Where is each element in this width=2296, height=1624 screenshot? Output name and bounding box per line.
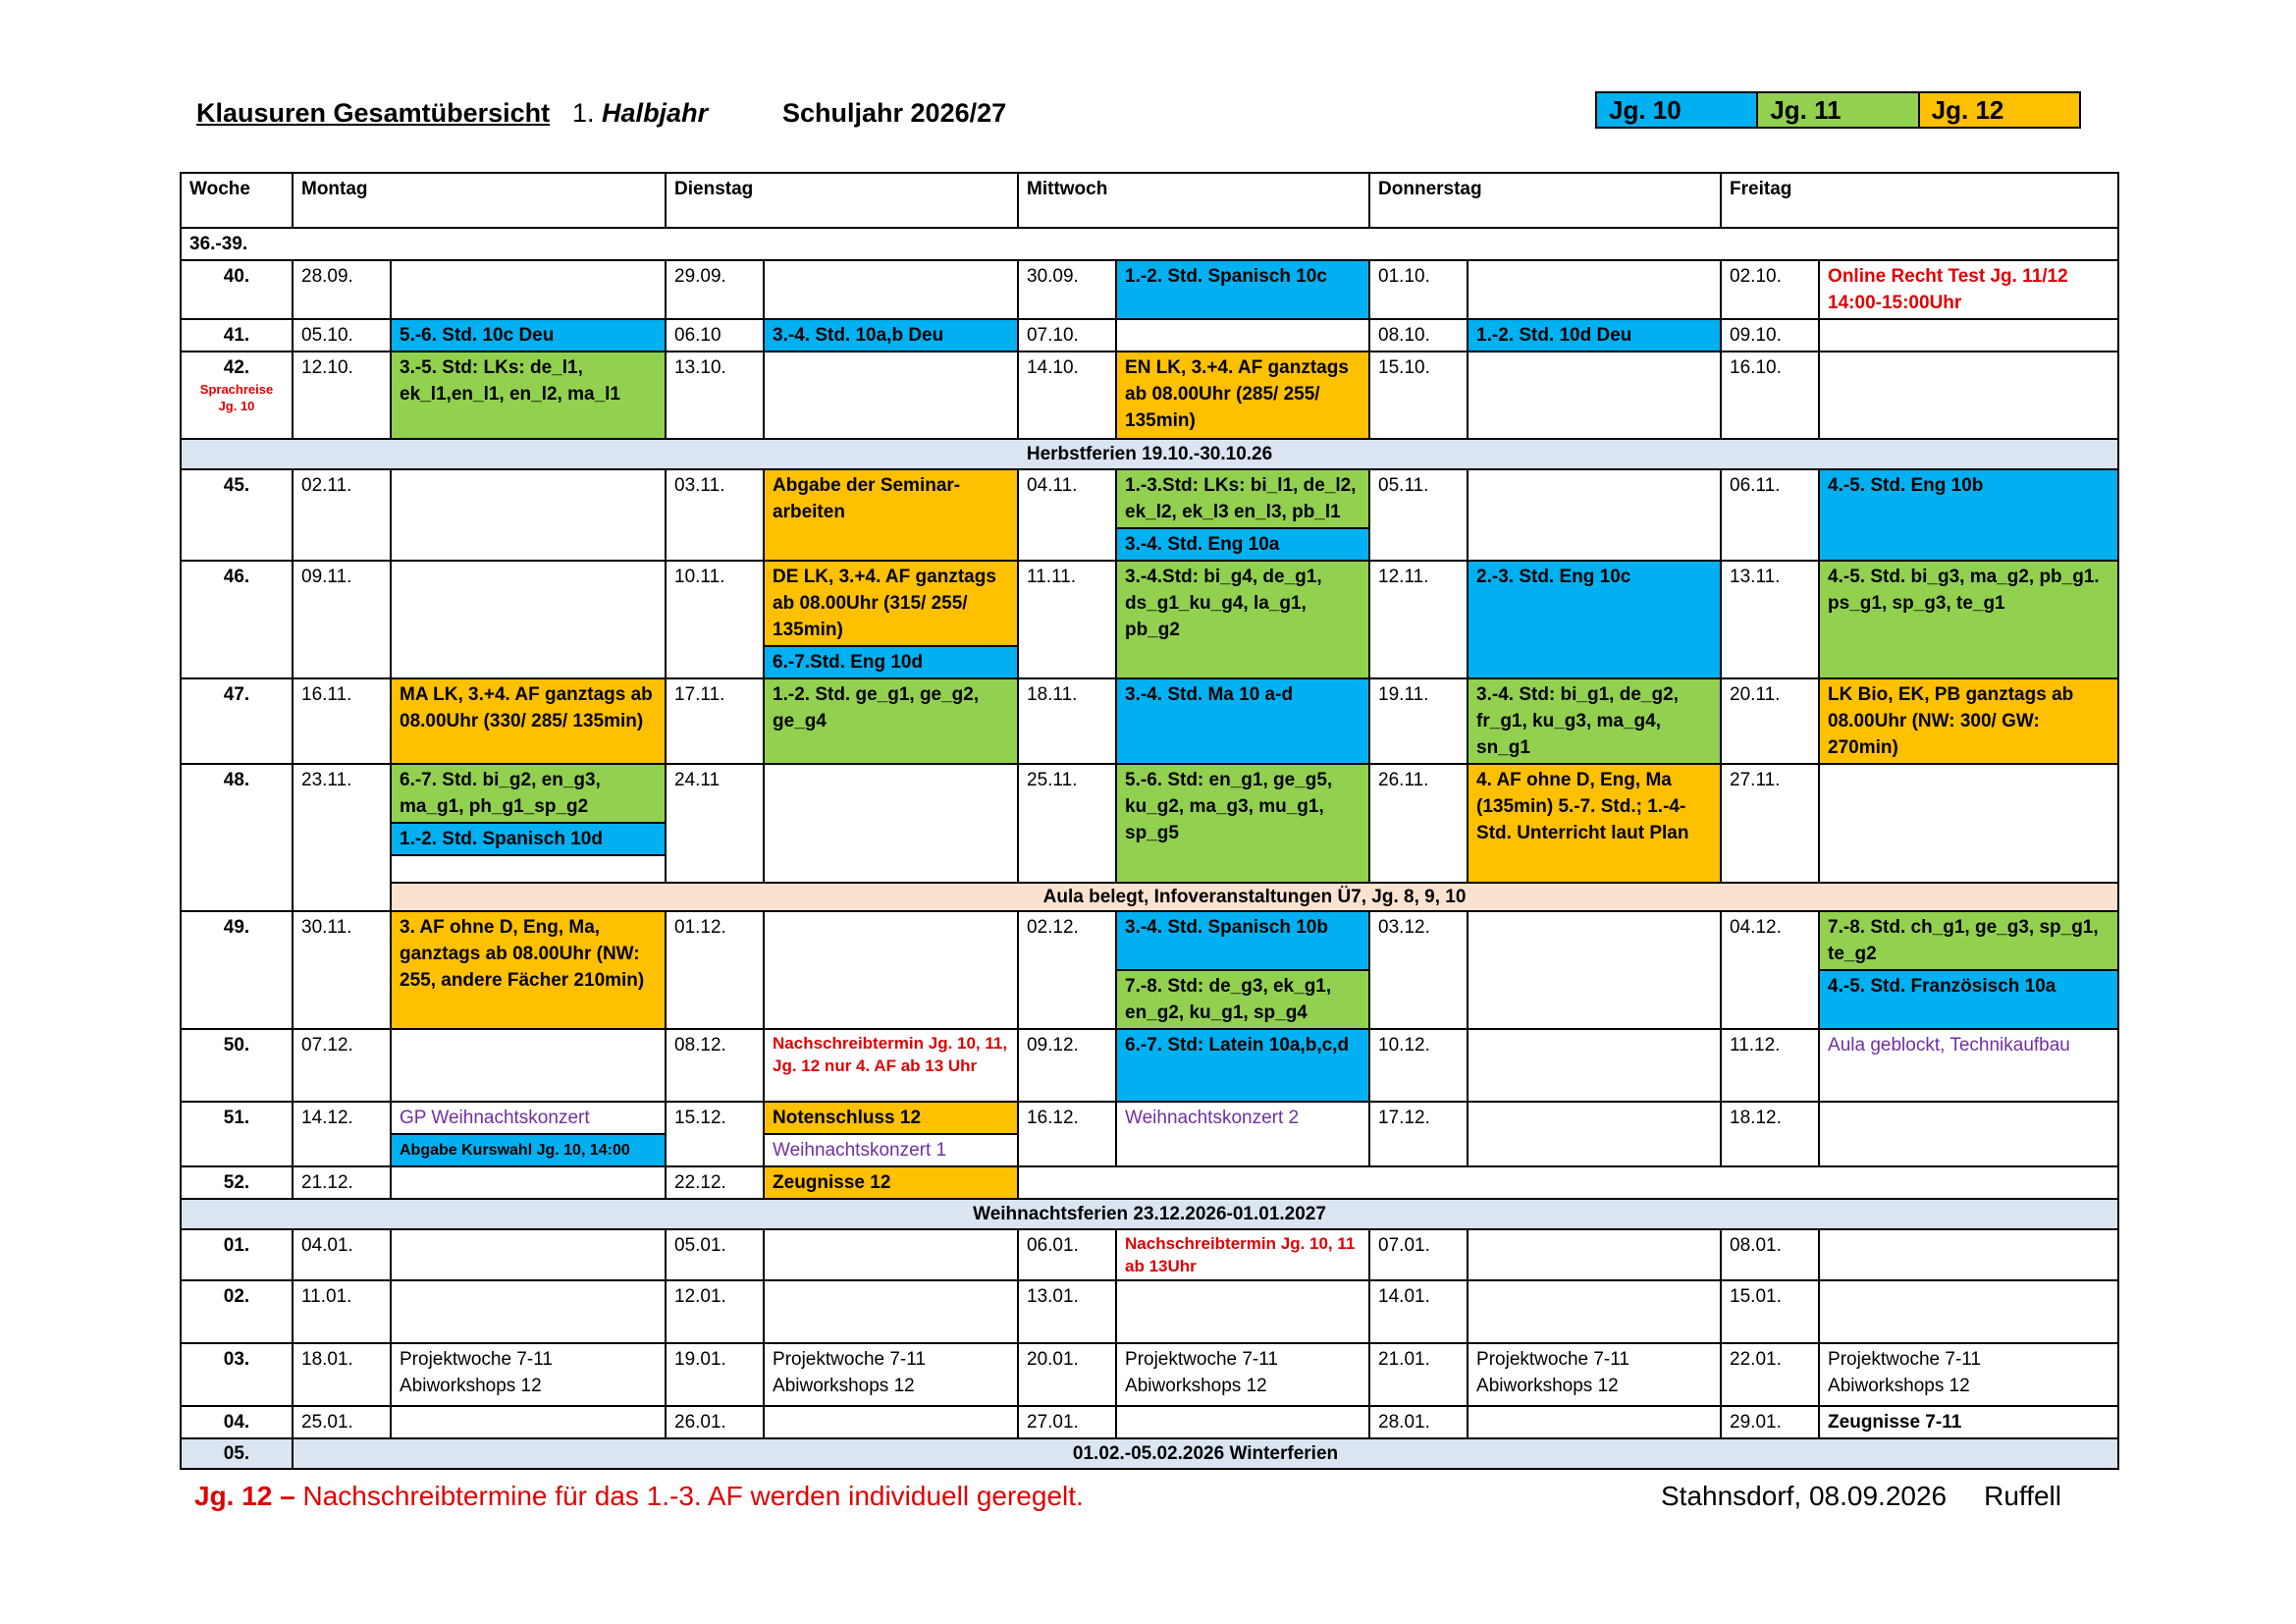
date: 04.11. — [1018, 469, 1116, 561]
event-cell — [1116, 319, 1369, 352]
date: 25.11. — [1018, 764, 1116, 883]
event-cell — [1819, 1280, 2118, 1343]
legend-jg11: Jg. 11 — [1758, 93, 1919, 127]
exam-cell: 6.-7.Std. Eng 10d — [764, 646, 1018, 678]
project-week-cell: Projektwoche 7-11 Abiworkshops 12 — [764, 1343, 1018, 1406]
week-row — [181, 764, 2118, 823]
date: 27.11. — [1721, 764, 1819, 883]
event-cell — [764, 1280, 1018, 1343]
week-number: 50. — [181, 1029, 293, 1102]
event-cell — [391, 1280, 666, 1343]
exam-cell: 3.-4. Std. Spanisch 10b — [1116, 911, 1369, 970]
date: 12.11. — [1369, 561, 1468, 678]
exam-cell: 6.-7. Std: Latein 10a,b,c,d — [1116, 1029, 1369, 1102]
date: 23.11. — [293, 764, 391, 911]
week-row — [181, 228, 2118, 260]
exam-cell: Notenschluss 12 — [764, 1102, 1018, 1134]
date: 09.11. — [293, 561, 391, 678]
col-header-tuesday: Dienstag — [666, 173, 1018, 228]
week-row — [181, 319, 2118, 352]
date: 14.01. — [1369, 1280, 1468, 1343]
makeup-exam-cell: Nachschreibtermin Jg. 10, 11, Jg. 12 nur 4. AF ab 13 Uhr — [764, 1029, 1018, 1102]
event-cell: Aula geblockt, Technikaufbau — [1819, 1029, 2118, 1102]
date: 03.11. — [666, 469, 764, 561]
event-cell — [1116, 1280, 1369, 1343]
date: 11.12. — [1721, 1029, 1819, 1102]
date: 11.11. — [1018, 561, 1116, 678]
event-cell — [391, 469, 666, 561]
week-row — [181, 1102, 2118, 1134]
date: 26.01. — [666, 1406, 764, 1438]
event-cell — [1468, 911, 1721, 1029]
exam-cell: 1.-2. Std. 10d Deu — [1468, 319, 1721, 352]
date: 18.11. — [1018, 678, 1116, 764]
date: 15.10. — [1369, 352, 1468, 439]
page-title: Klausuren Gesamtübersicht — [196, 98, 551, 128]
exam-cell: 3.-4. Std. Ma 10 a-d — [1116, 678, 1369, 764]
date: 26.11. — [1369, 764, 1468, 883]
year-legend — [1595, 91, 2081, 129]
event-cell — [1468, 1406, 1721, 1438]
week-number: 04. — [181, 1406, 293, 1438]
date: 12.01. — [666, 1280, 764, 1343]
event-cell — [1468, 1029, 1721, 1102]
date: 30.11. — [293, 911, 391, 1029]
exam-cell: DE LK, 3.+4. AF ganztags ab 08.00Uhr (315/ 255/ 135min) — [764, 561, 1018, 646]
date: 07.10. — [1018, 319, 1116, 352]
week-number: 41. — [181, 319, 293, 352]
date: 21.12. — [293, 1166, 391, 1199]
event-cell — [764, 260, 1018, 319]
trip-note: Sprachreise Jg. 10 — [199, 382, 274, 413]
school-year: Schuljahr 2026/27 — [782, 98, 1007, 128]
date: 03.12. — [1369, 911, 1468, 1029]
exam-cell: 1.-3.Std: LKs: bi_l1, de_l2, ek_l2, ek_l3 en_l3, pb_l1 — [1116, 469, 1369, 528]
date: 09.12. — [1018, 1029, 1116, 1102]
event-cell — [391, 1229, 666, 1280]
event-cell — [1819, 1229, 2118, 1280]
date: 07.12. — [293, 1029, 391, 1102]
exam-cell: 4.-5. Std. Eng 10b — [1819, 469, 2118, 561]
date: 18.01. — [293, 1343, 391, 1406]
event-cell — [1819, 1102, 2118, 1166]
date: 24.11 — [666, 764, 764, 883]
date: 10.12. — [1369, 1029, 1468, 1102]
legend-jg10: Jg. 10 — [1597, 93, 1758, 127]
holiday-banner: Weihnachtsferien 23.12.2026-01.01.2027 — [181, 1199, 2118, 1229]
date: 22.01. — [1721, 1343, 1819, 1406]
half-year-label: 1. Halbjahr — [572, 98, 709, 128]
event-cell — [1468, 1229, 1721, 1280]
date: 08.10. — [1369, 319, 1468, 352]
header-row — [181, 173, 2118, 228]
exam-cell: Abgabe der Seminar-arbeiten — [764, 469, 1018, 561]
date: 04.01. — [293, 1229, 391, 1280]
exam-cell: 3.-4.Std: bi_g4, de_g1, ds_g1_ku_g4, la_g1, pb_g2 — [1116, 561, 1369, 678]
date: 05.11. — [1369, 469, 1468, 561]
date: 16.10. — [1721, 352, 1819, 439]
date: 20.01. — [1018, 1343, 1116, 1406]
week-row — [181, 1438, 2118, 1469]
event-cell — [1468, 260, 1721, 319]
week-number: 48. — [181, 764, 293, 911]
event-cell — [764, 1406, 1018, 1438]
exam-cell: 7.-8. Std. ch_g1, ge_g3, sp_g1, te_g2 — [1819, 911, 2118, 970]
week-number: 02. — [181, 1280, 293, 1343]
event-cell: GP Weihnachtskonzert — [391, 1102, 666, 1134]
week-number: 46. — [181, 561, 293, 678]
holiday-banner: 01.02.-05.02.2026 Winterferien — [293, 1438, 2118, 1469]
week-row — [181, 678, 2118, 764]
date: 13.01. — [1018, 1280, 1116, 1343]
exam-cell: 1.-2. Std. Spanisch 10c — [1116, 260, 1369, 319]
date: 05.01. — [666, 1229, 764, 1280]
date: 19.01. — [666, 1343, 764, 1406]
exam-cell: LK Bio, EK, PB ganztags ab 08.00Uhr (NW: 300/ GW: 270min) — [1819, 678, 2118, 764]
event-cell — [1819, 352, 2118, 439]
date: 16.11. — [293, 678, 391, 764]
makeup-exam-cell: Nachschreibtermin Jg. 10, 11 ab 13Uhr — [1116, 1229, 1369, 1280]
date: 21.01. — [1369, 1343, 1468, 1406]
exam-cell: 3.-4. Std. 10a,b Deu — [764, 319, 1018, 352]
date: 06.10 — [666, 319, 764, 352]
week-number: 45. — [181, 469, 293, 561]
event-cell — [764, 911, 1018, 1029]
week-number: 42. Sprachreise Jg. 10 — [181, 352, 293, 439]
date: 05.10. — [293, 319, 391, 352]
exam-cell: Abgabe Kurswahl Jg. 10, 14:00 — [391, 1134, 666, 1166]
col-header-monday: Montag — [293, 173, 666, 228]
date: 08.01. — [1721, 1229, 1819, 1280]
week-number: 51. — [181, 1102, 293, 1166]
exam-schedule — [180, 172, 2117, 1470]
date: 18.12. — [1721, 1102, 1819, 1166]
date: 22.12. — [666, 1166, 764, 1199]
aula-banner: Aula belegt, Infoveranstaltungen Ü7, Jg. 8, 9, 10 — [391, 883, 2118, 911]
week-number: 03. — [181, 1343, 293, 1406]
holiday-row — [181, 439, 2118, 469]
project-week-cell: Projektwoche 7-11 Abiworkshops 12 — [1819, 1343, 2118, 1406]
date: 01.10. — [1369, 260, 1468, 319]
date: 28.09. — [293, 260, 391, 319]
project-week-cell: Projektwoche 7-11 Abiworkshops 12 — [1116, 1343, 1369, 1406]
exam-cell: 3.-4. Std: bi_g1, de_g2, fr_g1, ku_g3, ma_g4, sn_g1 — [1468, 678, 1721, 764]
event-cell — [764, 352, 1018, 439]
event-cell — [764, 764, 1018, 883]
exam-cell: 5.-6. Std: en_g1, ge_g5, ku_g2, ma_g3, mu_g1, sp_g5 — [1116, 764, 1369, 883]
week-number: 49. — [181, 911, 293, 1029]
date: 29.01. — [1721, 1406, 1819, 1438]
date: 17.11. — [666, 678, 764, 764]
week-row — [181, 352, 2118, 439]
week-row — [181, 911, 2118, 970]
date: 19.11. — [1369, 678, 1468, 764]
date: 06.01. — [1018, 1229, 1116, 1280]
week-range: 36.-39. — [181, 228, 2118, 260]
week-number: 47. — [181, 678, 293, 764]
col-header-friday: Freitag — [1721, 173, 2118, 228]
col-header-wednesday: Mittwoch — [1018, 173, 1369, 228]
event-cell — [391, 260, 666, 319]
week-row — [181, 1343, 2118, 1406]
event-cell — [1468, 352, 1721, 439]
week-row — [181, 260, 2118, 319]
date: 14.12. — [293, 1102, 391, 1166]
exam-cell: 1.-2. Std. Spanisch 10d — [391, 823, 666, 855]
event-cell — [391, 1406, 666, 1438]
event-cell — [1468, 1280, 1721, 1343]
event-cell: Weihnachtskonzert 2 — [1116, 1102, 1369, 1166]
date: 15.12. — [666, 1102, 764, 1166]
date: 20.11. — [1721, 678, 1819, 764]
date: 30.09. — [1018, 260, 1116, 319]
date: 29.09. — [666, 260, 764, 319]
date: 01.12. — [666, 911, 764, 1029]
date: 27.01. — [1018, 1406, 1116, 1438]
exam-cell: EN LK, 3.+4. AF ganztags ab 08.00Uhr (285/ 255/ 135min) — [1116, 352, 1369, 439]
col-header-thursday: Donnerstag — [1369, 173, 1721, 228]
event-cell — [1116, 1406, 1369, 1438]
event-cell: Weihnachtskonzert 1 — [764, 1134, 1018, 1166]
date: 04.12. — [1721, 911, 1819, 1029]
week-row — [181, 1280, 2118, 1343]
date: 02.10. — [1721, 260, 1819, 319]
week-row — [181, 1166, 2118, 1199]
exam-cell: 7.-8. Std: de_g3, ek_g1, en_g2, ku_g1, sp_g4 — [1116, 970, 1369, 1029]
exam-cell: 4.-5. Std. bi_g3, ma_g2, pb_g1. ps_g1, sp_g3, te_g1 — [1819, 561, 2118, 678]
event-cell — [1819, 319, 2118, 352]
date: 06.11. — [1721, 469, 1819, 561]
date: 12.10. — [293, 352, 391, 439]
col-header-week: Woche — [181, 173, 293, 228]
date: 25.01. — [293, 1406, 391, 1438]
exam-cell: MA LK, 3.+4. AF ganztags ab 08.00Uhr (330/ 285/ 135min) — [391, 678, 666, 764]
exam-cell: Zeugnisse 12 — [764, 1166, 1018, 1199]
info-row — [181, 883, 2118, 911]
event-cell — [1468, 1102, 1721, 1166]
week-row — [181, 469, 2118, 528]
week-number: 01. — [181, 1229, 293, 1280]
date: 16.12. — [1018, 1102, 1116, 1166]
week-row — [181, 1406, 2118, 1438]
date: 02.11. — [293, 469, 391, 561]
footer-note: Jg. 12 – Nachschreibtermine für das 1.-3. AF werden individuell geregelt. — [194, 1481, 1084, 1511]
week-number: 40. — [181, 260, 293, 319]
event-cell — [1819, 764, 2118, 883]
week-number: 05. — [181, 1438, 293, 1469]
holiday-banner: Herbstferien 19.10.-30.10.26 — [181, 439, 2118, 469]
exam-cell: 3.-5. Std: LKs: de_l1, ek_l1,en_l1, en_l2, ma_l1 — [391, 352, 666, 439]
week-row — [181, 561, 2118, 646]
date: 28.01. — [1369, 1406, 1468, 1438]
date: 02.12. — [1018, 911, 1116, 1029]
date: 14.10. — [1018, 352, 1116, 439]
event-cell — [391, 855, 666, 883]
event-cell: Zeugnisse 7-11 — [1819, 1406, 2118, 1438]
week-number: 52. — [181, 1166, 293, 1199]
footer-signature: Stahnsdorf, 08.09.2026 Ruffell — [1661, 1481, 2061, 1511]
exam-cell: 2.-3. Std. Eng 10c — [1468, 561, 1721, 678]
date: 13.10. — [666, 352, 764, 439]
exam-cell: 1.-2. Std. ge_g1, ge_g2, ge_g4 — [764, 678, 1018, 764]
week-row — [181, 1229, 2118, 1280]
date: 07.01. — [1369, 1229, 1468, 1280]
event-cell — [391, 1166, 666, 1199]
date: 10.11. — [666, 561, 764, 678]
event-cell — [764, 1229, 1018, 1280]
exam-cell: 5.-6. Std. 10c Deu — [391, 319, 666, 352]
legend-jg12: Jg. 12 — [1920, 93, 2079, 127]
date: 15.01. — [1721, 1280, 1819, 1343]
date: 17.12. — [1369, 1102, 1468, 1166]
event-cell — [391, 561, 666, 678]
exam-cell: 4.-5. Std. Französisch 10a — [1819, 970, 2118, 1029]
project-week-cell: Projektwoche 7-11 Abiworkshops 12 — [391, 1343, 666, 1406]
exam-cell: 6.-7. Std. bi_g2, en_g3, ma_g1, ph_g1_sp_g2 — [391, 764, 666, 823]
date: 13.11. — [1721, 561, 1819, 678]
event-cell — [1018, 1166, 2118, 1199]
project-week-cell: Projektwoche 7-11 Abiworkshops 12 — [1468, 1343, 1721, 1406]
event-cell — [391, 1029, 666, 1102]
week-row — [181, 1029, 2118, 1102]
date: 09.10. — [1721, 319, 1819, 352]
event-cell: Online Recht Test Jg. 11/12 14:00-15:00Uhr — [1819, 260, 2118, 319]
schedule-table — [180, 172, 2119, 1470]
exam-cell: 3. AF ohne D, Eng, Ma, ganztags ab 08.00Uhr (NW: 255, andere Fächer 210min) — [391, 911, 666, 1029]
exam-cell: 4. AF ohne D, Eng, Ma (135min) 5.-7. Std.; 1.-4- Std. Unterricht laut Plan — [1468, 764, 1721, 883]
exam-cell: 3.-4. Std. Eng 10a — [1116, 528, 1369, 561]
holiday-row — [181, 1199, 2118, 1229]
event-cell — [1468, 469, 1721, 561]
date: 08.12. — [666, 1029, 764, 1102]
date: 11.01. — [293, 1280, 391, 1343]
